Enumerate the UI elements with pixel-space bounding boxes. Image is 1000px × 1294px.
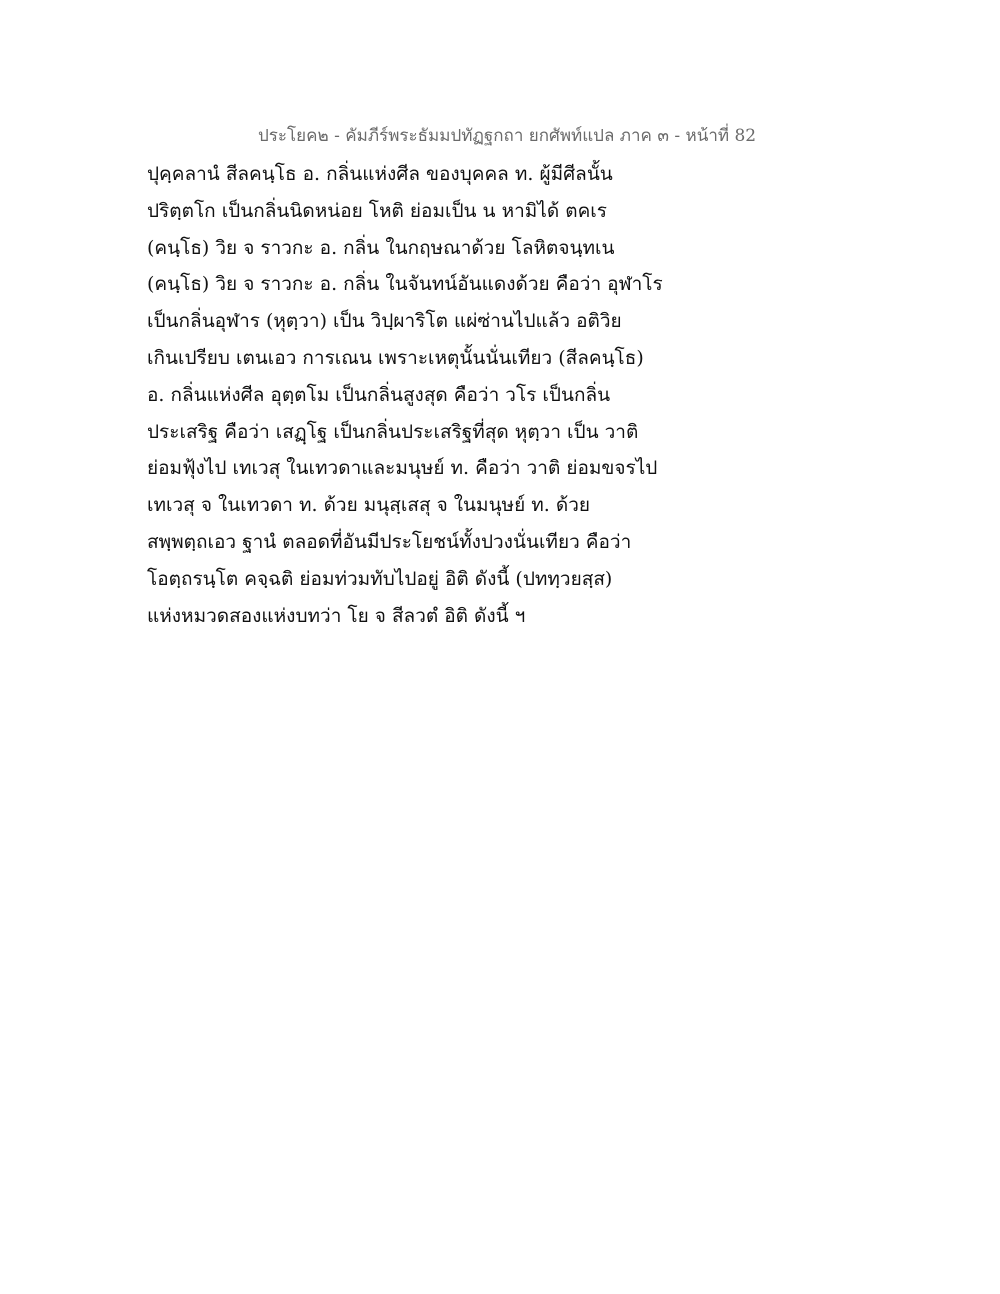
text-line-2: ปริตฺตโก เป็นกลิ่นนิดหน่อย โหติ ย่อมเป็น น หามิได้ ตคเร: [147, 199, 607, 222]
body-text: [147, 156, 747, 634]
text-line-5: เป็นกลิ่นอุฬาร (หุตฺวา) เป็น วิปฺผาริโต แผ่ซ่านไปแล้ว อติวิย: [147, 310, 622, 333]
text-line-7: อ. กลิ่นแห่งศีล อุตฺตโม เป็นกลิ่นสูงสุด คือว่า วโร เป็นกลิ่น: [147, 383, 611, 406]
text-line-13: แห่งหมวดสองแห่งบทว่า โย จ สีลวตํ อิติ ดังนี้ ฯ: [147, 604, 526, 627]
text-line-10: เทเวสุ จ ในเทวดา ท. ด้วย มนุสฺเสสุ จ ในมนุษย์ ท. ด้วย: [147, 494, 591, 517]
text-line-8: ประเสริฐ คือว่า เสฏฺโฐ เป็นกลิ่นประเสริฐที่สุด หุตฺวา เป็น วาติ: [147, 420, 639, 443]
text-line-9: ย่อมฟุ้งไป เทเวสุ ในเทวดาและมนุษย์ ท. คือว่า วาติ ย่อมขจรไป: [147, 457, 658, 480]
text-line-3: (คนฺโธ) วิย จ ราวกะ อ. กลิ่น ในกฤษณาด้วย โลหิตจนฺทเน: [147, 236, 615, 259]
text-line-4: (คนฺโธ) วิย จ ราวกะ อ. กลิ่น ในจันทน์อันแดงด้วย คือว่า อุฬาโร: [147, 273, 663, 296]
text-line-12: โอตฺถรนฺโต คจฺฉติ ย่อมท่วมทับไปอยู่ อิติ ดังนี้ (ปททฺวยสฺส): [147, 567, 613, 590]
running-header: ประโยค๒ - คัมภีร์พระธัมมปทัฏฐกถา ยกศัพท์แปล ภาค ๓ - หน้าที่ 82: [258, 126, 757, 146]
text-line-1: ปุคฺคลานํ สีลคนฺโธ อ. กลิ่นแห่งศีล ของบุคคล ท. ผู้มีศีลนั้น: [147, 163, 613, 185]
text-line-11: สพฺพตฺถเอว ฐานํ ตลอดที่อันมีประโยชน์ทั้งปวงนั่นเทียว คือว่า: [147, 530, 632, 553]
text-line-6: เกินเปรียบ เตนเอว การเณน เพราะเหตุนั้นนั่นเทียว (สีลคนฺโธ): [147, 346, 644, 369]
